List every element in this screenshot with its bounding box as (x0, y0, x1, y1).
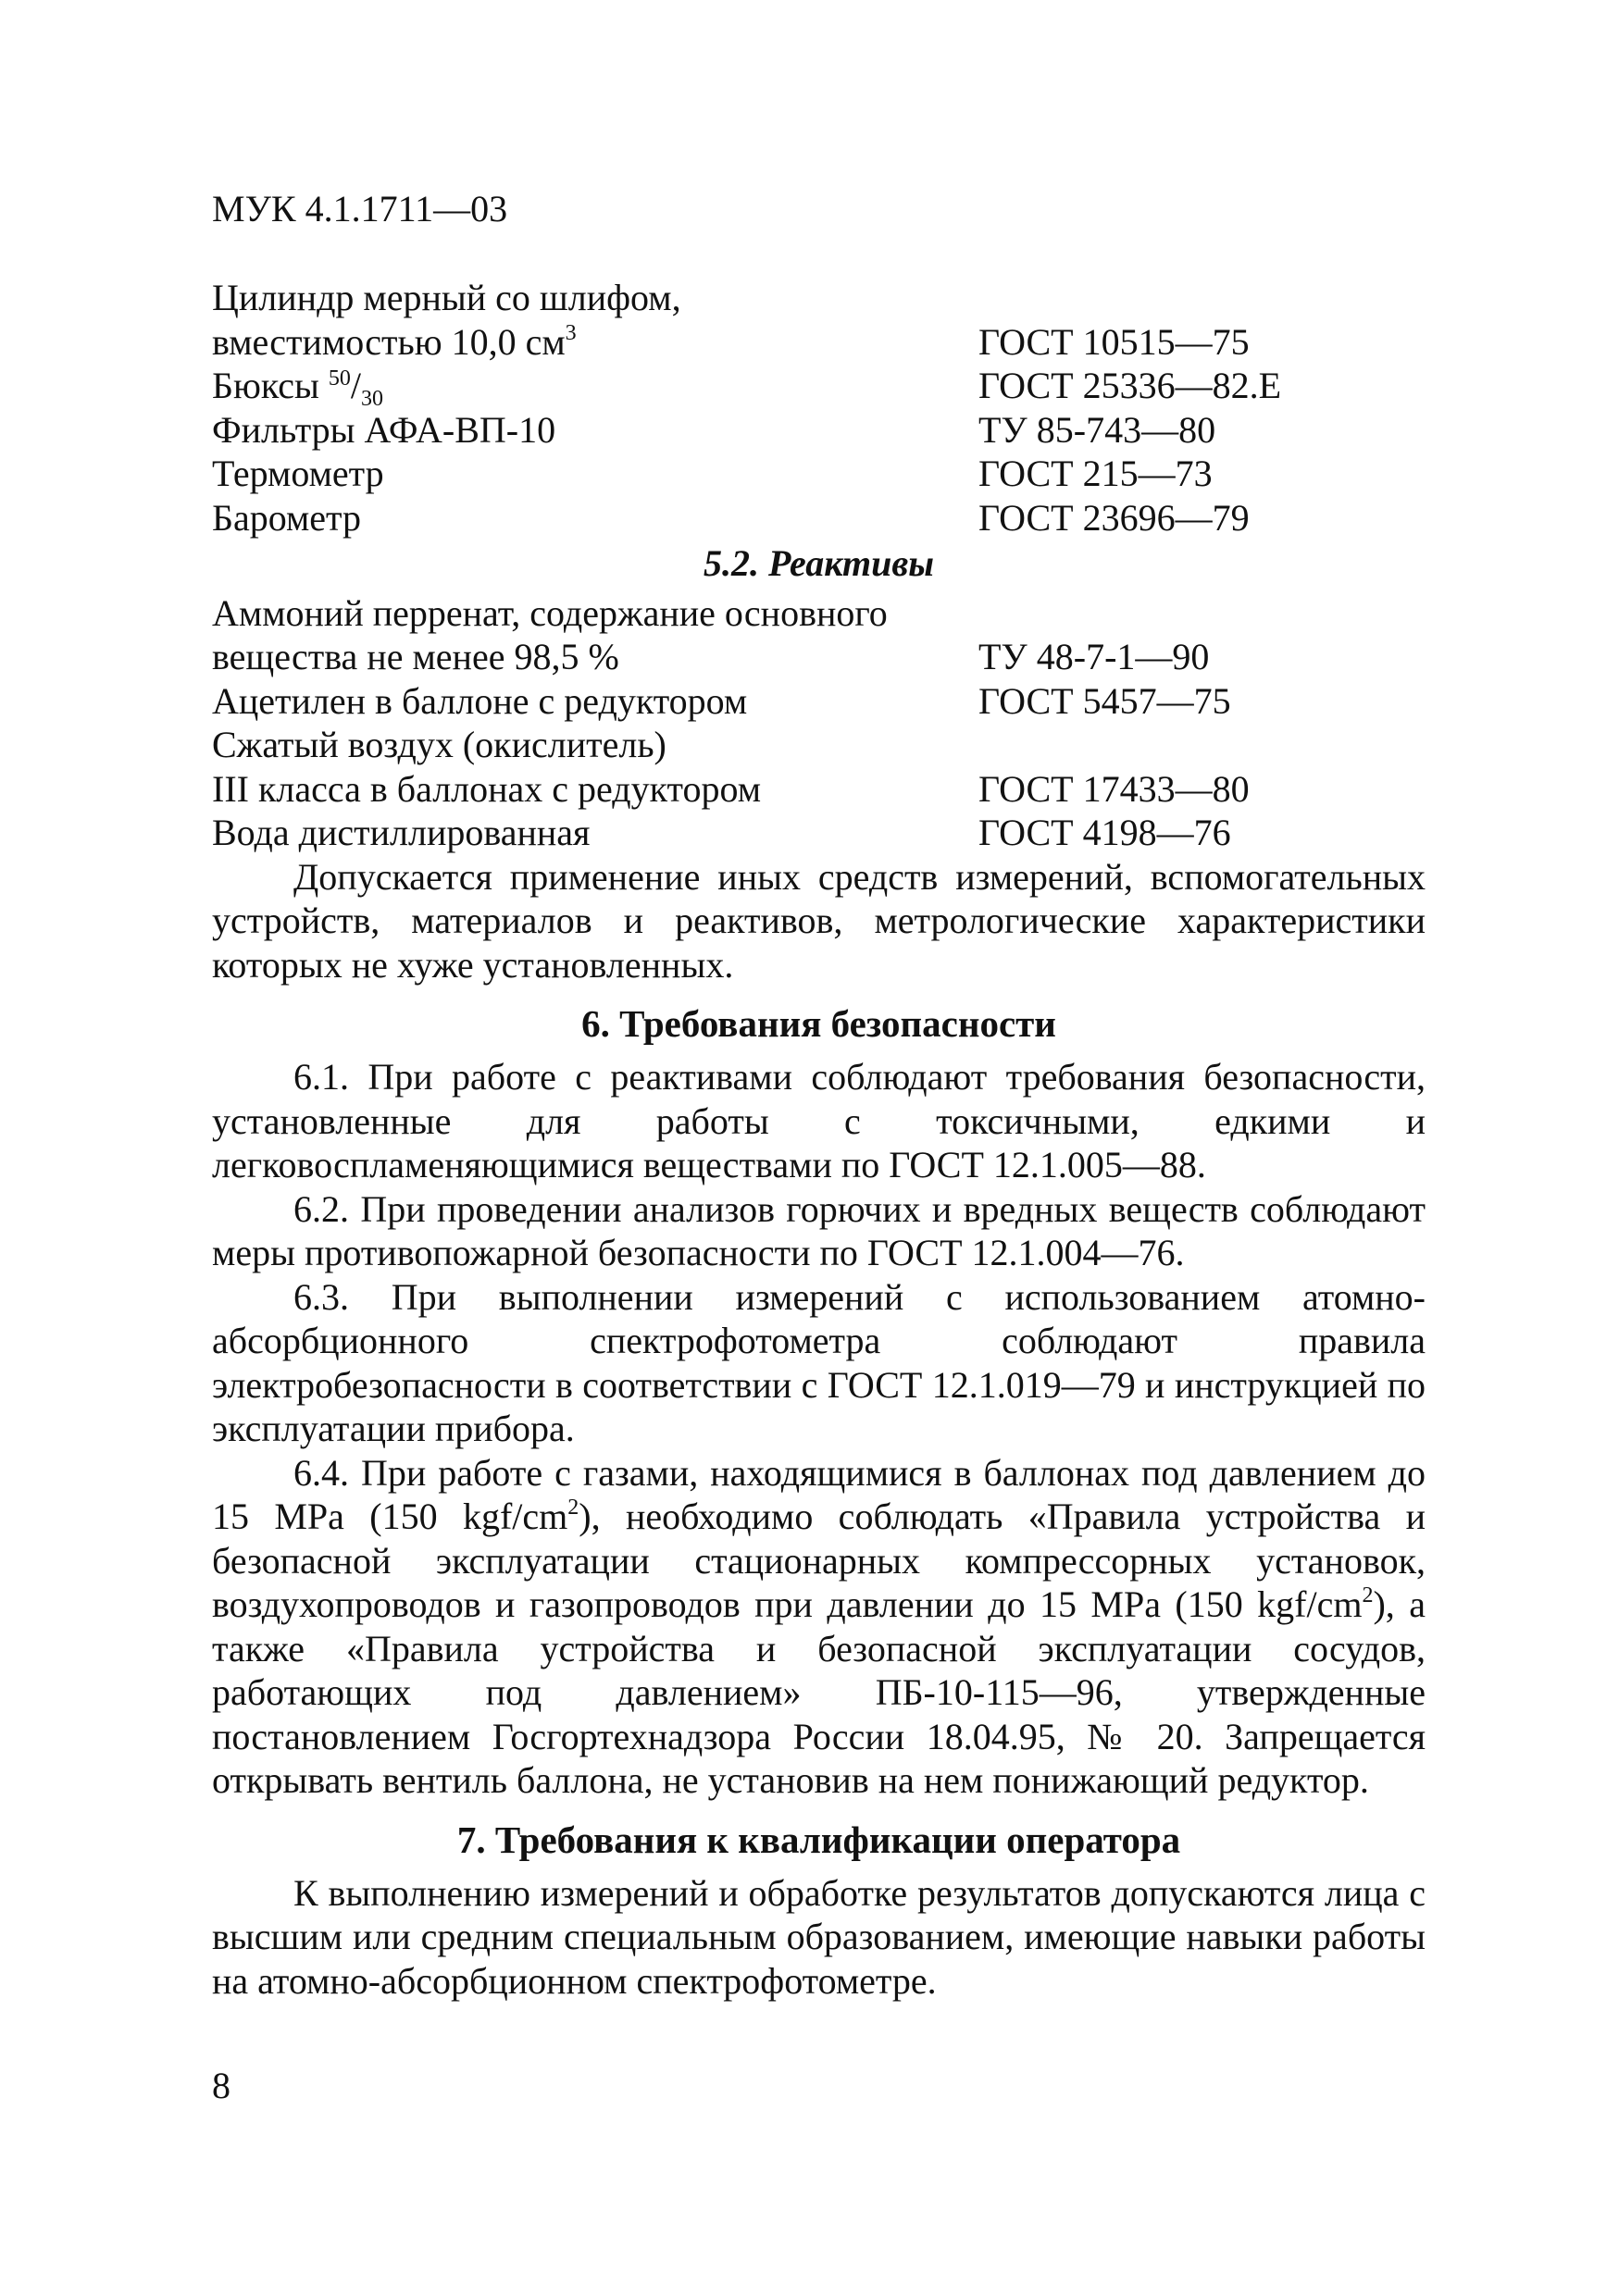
reagent-standard: ГОСТ 17433—80 (978, 767, 1250, 810)
equipment-row (212, 364, 1426, 411)
reagent-standard: ТУ 48-7-1—90 (978, 636, 1210, 677)
paragraph-7-1: К выполнению измерений и обработке результатов допускаются лица с высшим или средним специальным образованием, имеющие навыки работы на атомно-абсорбционном спектрофотометре. (212, 1871, 1426, 2002)
paragraph-6-4-part3: ), а также «Правила устройства и безопасной эксплуатации сосудов, работающих под давлением» ПБ-10-115—96, утвержденные постановлением Госгортехнадзора России 18.04.95, № 20. Запрещается открывать вентиль баллона, не установив на нем понижающий редуктор. (212, 1583, 1426, 1801)
equipment-name: Термометр (212, 453, 384, 494)
note-paragraph: Допускается применение иных средств измерений, вспомогательных устройств, материалов и реактивов, метрологические характеристики которых не хуже установленных. (212, 855, 1426, 986)
equipment-name (212, 320, 577, 365)
unit-superscript: 3 (565, 320, 577, 345)
paragraph-6-1: 6.1. При работе с реактивами соблюдают требования безопасности, установленные для работы с токсичными, едкими и легковоспламеняющимися веществами по ГОСТ 12.1.005—88. (212, 1056, 1426, 1185)
reagent-row (212, 635, 1426, 679)
reagent-standard: ГОСТ 5457—75 (978, 679, 1231, 722)
equipment-standard: ГОСТ 215—73 (978, 453, 1213, 494)
reagent-name: III класса в баллонах с редуктором (212, 767, 762, 810)
page-number: 8 (212, 2065, 230, 2106)
paragraph-6-4-part1: 6.4. При работе с газами, находящимися в баллонах под давлением до 15 МРа (150 kgf/cm (212, 1451, 1426, 1537)
equipment-name-text: Бюксы (212, 365, 329, 406)
unit-superscript: 2 (567, 1496, 579, 1520)
section-7-heading: 7. Требования к квалификации оператора (456, 1818, 1181, 1861)
equipment-name: Барометр (212, 496, 361, 539)
reagent-name: Сжатый воздух (окислитель) (212, 724, 666, 765)
equipment-row (212, 276, 1426, 320)
reagent-name: Ацетилен в баллоне с редуктором (212, 679, 748, 722)
page-body (212, 276, 1426, 2003)
paragraph-6-3: 6.3. При выполнении измерений с использованием атомно-абсорбционного спектрофотометра соблюдают правила электробезопасности в соответствии с ГОСТ 12.1.019—79 и инструкцией по эксплуатации прибора. (212, 1275, 1426, 1449)
equipment-name: Цилиндр мерный со шлифом, (212, 277, 681, 318)
reagent-row (212, 811, 1426, 855)
section-6-heading: 6. Требования безопасности (581, 1002, 1056, 1045)
equipment-row (212, 408, 1426, 453)
reagent-row (212, 679, 1426, 724)
reagent-row (212, 723, 1426, 767)
reagent-name: Аммоний перренат, содержание основного (212, 591, 888, 634)
reagent-standard: ГОСТ 4198—76 (978, 812, 1231, 853)
fraction-numerator: 50 (328, 366, 351, 391)
equipment-name-text: вместимостью 10,0 см (212, 320, 566, 363)
running-header: МУК 4.1.1711—03 (212, 188, 508, 230)
equipment-standard: ГОСТ 23696—79 (978, 496, 1250, 539)
reagent-row (212, 591, 1426, 636)
equipment-standard: ТУ 85-743—80 (978, 408, 1216, 451)
equipment-row (212, 452, 1426, 496)
reagents-subheading: 5.2. Реактивы (704, 542, 934, 584)
paragraph-6-4-part2: ), необходимо соблюдать «Правила устройства и безопасной эксплуатации стационарных компрессорных установок, воздухопроводов и газопроводов при давлении до 15 МРа (150 kgf/cm (212, 1496, 1426, 1625)
fraction-denominator: 30 (361, 387, 384, 411)
reagent-name: Вода дистиллированная (212, 812, 591, 853)
reagent-row (212, 767, 1426, 812)
equipment-standard: ГОСТ 10515—75 (978, 320, 1250, 363)
equipment-row (212, 320, 1426, 365)
paragraph-6-4 (212, 1451, 1426, 1803)
reagent-name: вещества не менее 98,5 % (212, 636, 619, 677)
equipment-name: Фильтры АФА-ВП-10 (212, 408, 556, 451)
equipment-name: Бюксы $^{50}/_{30}$ (212, 365, 384, 411)
equipment-standard: ГОСТ 25336—82.Е (978, 365, 1282, 406)
equipment-row (212, 496, 1426, 540)
paragraph-6-2: 6.2. При проведении анализов горючих и вредных веществ соблюдают меры противопожарной безопасности по ГОСТ 12.1.004—76. (212, 1187, 1426, 1273)
unit-superscript: 2 (1362, 1583, 1374, 1607)
